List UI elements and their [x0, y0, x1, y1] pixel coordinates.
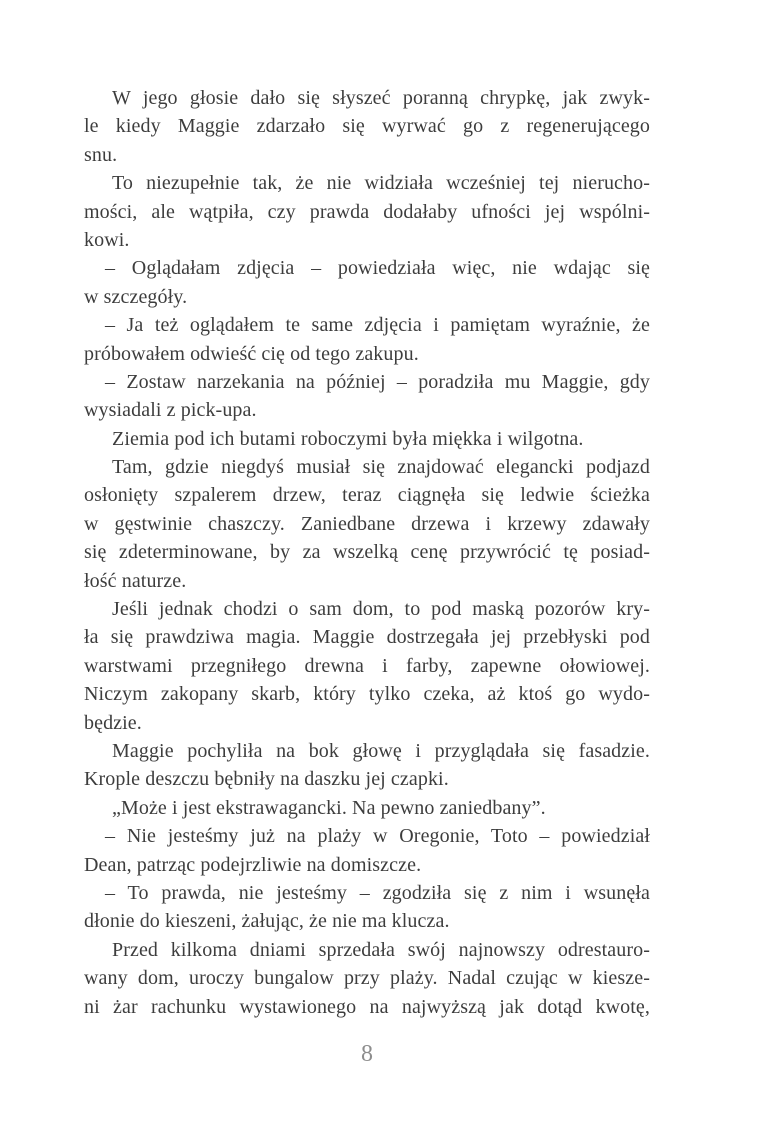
text-line: w gęstwinie chaszczy. Zaniedbane drzewa i krzewy zdawały	[84, 512, 650, 535]
page-text	[84, 84, 650, 1021]
text-line: wany dom, uroczy bungalow przy plaży. Nadal czując w kiesze-	[84, 967, 650, 990]
text-line: – Nie jesteśmy już na plaży w Oregonie, Toto – powiedział	[105, 825, 650, 848]
text-line: „Może i jest ekstrawagancki. Na pewno zaniedbany”.	[112, 796, 546, 819]
text-line: snu.	[84, 143, 118, 166]
text-line: – Zostaw narzekania na później – poradziła mu Maggie, gdy	[105, 370, 650, 393]
text-line: ła się prawdziwa magia. Maggie dostrzegała jej przebłyski pod	[84, 626, 650, 649]
text-line: W jego głosie dało się słyszeć poranną chrypkę, jak zwyk-	[112, 87, 650, 109]
text-line: będzie.	[84, 711, 142, 734]
page-number: 8	[361, 1041, 373, 1067]
text-line: Przed kilkoma dniami sprzedała swój najnowszy odrestauro-	[112, 938, 650, 961]
text-line: – Oglądałam zdjęcia – powiedziała więc, nie wdając się	[105, 257, 650, 280]
text-line: Niczym zakopany skarb, który tylko czeka, aż ktoś go wydo-	[84, 683, 650, 706]
text-line: próbowałem odwieść cię od tego zakupu.	[84, 342, 419, 365]
text-line: Jeśli jednak chodzi o sam dom, to pod maską pozorów kry-	[112, 598, 650, 621]
text-line: łość naturze.	[84, 569, 187, 592]
text-line: dłonie do kieszeni, żałując, że nie ma klucza.	[84, 910, 450, 933]
text-line: Ziemia pod ich butami roboczymi była miękka i wilgotna.	[112, 427, 584, 450]
text-line: mości, ale wątpiła, czy prawda dodałaby ufności jej wspólni-	[84, 200, 650, 223]
text-line: – To prawda, nie jesteśmy – zgodziła się z nim i wsunęła	[105, 881, 650, 904]
text-line: się zdeterminowane, by za wszelką cenę przywrócić tę posiad-	[84, 541, 650, 564]
text-line: warstwami przegniłego drewna i farby, zapewne ołowiowej.	[84, 654, 650, 677]
text-line: Maggie pochyliła na bok głowę i przyglądała się fasadzie.	[112, 739, 650, 762]
text-line: ni żar rachunku wystawionego na najwyższą jak dotąd kwotę,	[84, 995, 650, 1018]
text-line: To niezupełnie tak, że nie widziała wcześniej tej nierucho-	[112, 172, 650, 195]
text-line: le kiedy Maggie zdarzało się wyrwać go z regenerującego	[84, 115, 650, 138]
text-line: wysiadali z pick-upa.	[84, 399, 257, 422]
text-line: Krople deszczu bębniły na daszku jej czapki.	[84, 768, 449, 791]
text-line: – Ja też oglądałem te same zdjęcia i pamiętam wyraźnie, że	[105, 314, 650, 337]
text-line: osłonięty szpalerem drzew, teraz ciągnęła się ledwie ścieżka	[84, 484, 650, 507]
text-line: Dean, patrząc podejrzliwie na domiszcze.	[84, 853, 422, 876]
text-line: Tam, gdzie niegdyś musiał się znajdować elegancki podjazd	[112, 456, 650, 479]
text-line: kowi.	[84, 228, 130, 251]
text-line: w szczegóły.	[84, 285, 188, 308]
